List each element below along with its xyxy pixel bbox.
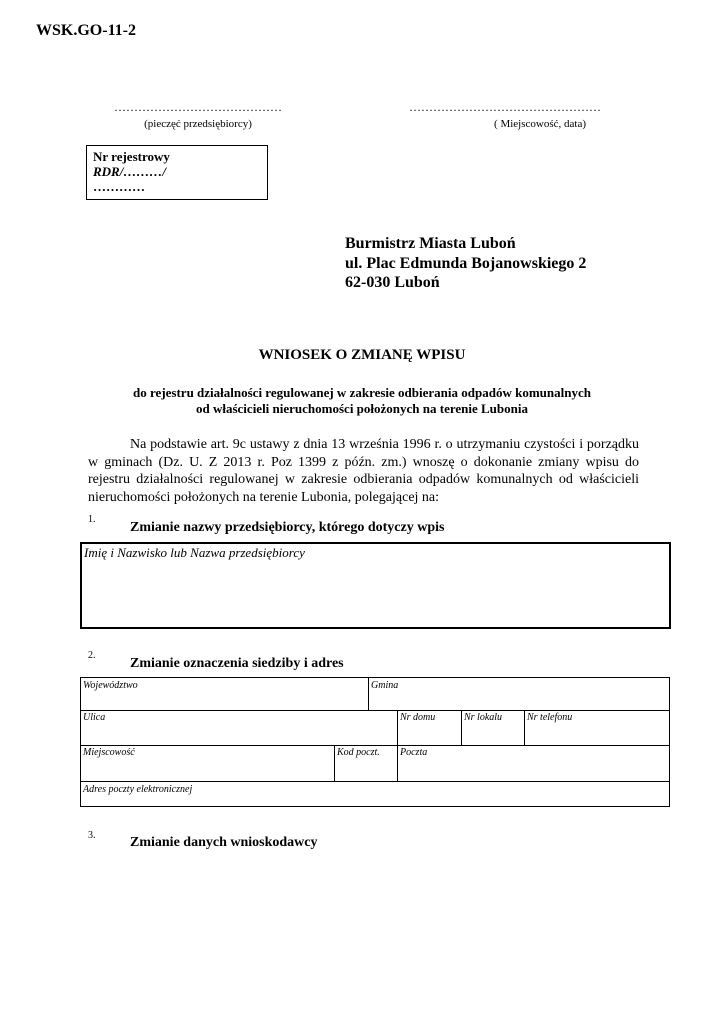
section-3-heading: Zmianie danych wnioskodawcy bbox=[130, 835, 318, 850]
section-3-number: 3. bbox=[88, 830, 96, 841]
nr-domu-label: Nr domu bbox=[400, 712, 436, 723]
poczta-field[interactable] bbox=[398, 746, 669, 781]
gmina-field[interactable] bbox=[369, 678, 669, 710]
recipient-line-3: 62-030 Luboń bbox=[345, 274, 440, 291]
stamp-dots: …………………………………… bbox=[114, 100, 282, 114]
gmina-label: Gmina bbox=[371, 680, 399, 691]
document-code: WSK.GO-11-2 bbox=[36, 22, 137, 39]
wojewodztwo-label: Województwo bbox=[83, 680, 138, 691]
document-title: WNIOSEK O ZMIANĘ WPISU bbox=[258, 347, 466, 363]
company-name-label: Imię i Nazwisko lub Nazwa przedsiębiorcy bbox=[84, 545, 305, 560]
section-2-heading: Zmianie oznaczenia siedziby i adres bbox=[130, 656, 344, 671]
wojewodztwo-field[interactable] bbox=[81, 678, 368, 710]
subtitle-line-2: od właścicieli nieruchomości położonych na terenie Lubonia bbox=[196, 401, 528, 416]
nr-lokalu-field[interactable] bbox=[462, 711, 524, 745]
place-date-label: ( Miejscowość, data) bbox=[494, 118, 586, 130]
company-name-field[interactable] bbox=[80, 542, 671, 629]
register-label: Nr rejestrowy bbox=[93, 149, 170, 164]
nr-domu-field[interactable] bbox=[398, 711, 461, 745]
ulica-label: Ulica bbox=[83, 712, 106, 723]
stamp-label: (pieczęć przedsiębiorcy) bbox=[144, 118, 252, 130]
recipient-line-1: Burmistrz Miasta Luboń bbox=[345, 235, 516, 252]
poczta-label: Poczta bbox=[400, 747, 428, 758]
email-label: Adres poczty elektronicznej bbox=[83, 784, 193, 795]
miejscowosc-field[interactable] bbox=[81, 746, 334, 781]
place-date-dots: ………………………………………… bbox=[409, 100, 601, 114]
ulica-field[interactable] bbox=[81, 711, 397, 745]
email-field[interactable] bbox=[81, 782, 669, 806]
address-table bbox=[80, 677, 670, 807]
recipient-line-2: ul. Plac Edmunda Bojanowskiego 2 bbox=[345, 255, 587, 272]
section-1-heading: Zmianie nazwy przedsiębiorcy, którego dotyczy wpis bbox=[130, 520, 445, 535]
register-number-box[interactable] bbox=[86, 145, 268, 200]
subtitle-line-1: do rejestru działalności regulowanej w zakresie odbierania odpadów komunalnych bbox=[133, 385, 591, 400]
kod-pocztowy-label: Kod poczt. bbox=[337, 747, 380, 758]
nr-lokalu-label: Nr lokalu bbox=[464, 712, 503, 723]
section-1-number: 1. bbox=[88, 514, 96, 525]
register-dots: ………… bbox=[93, 179, 145, 194]
section-2-number: 2. bbox=[88, 650, 96, 661]
intro-paragraph: Na podstawie art. 9c ustawy z dnia 13 września 1996 r. o utrzymaniu czystości i porządku w gminach (Dz. U. Z 2013 r. Poz 1399 z późn. zm.) wnoszę o dokonanie zmiany wpisu do rejestru działalności regulowanej w zakresie odbierania odpadów komunalnych od właścicieli nieruchomości położonych na terenie Lubonia, polegającej na: bbox=[88, 437, 639, 505]
miejscowosc-label: Miejscowość bbox=[83, 747, 135, 758]
register-rdr: RDR/………/ bbox=[93, 164, 166, 179]
kod-pocztowy-field[interactable] bbox=[335, 746, 397, 781]
nr-telefonu-field[interactable] bbox=[525, 711, 669, 745]
nr-telefonu-label: Nr telefonu bbox=[527, 712, 573, 723]
